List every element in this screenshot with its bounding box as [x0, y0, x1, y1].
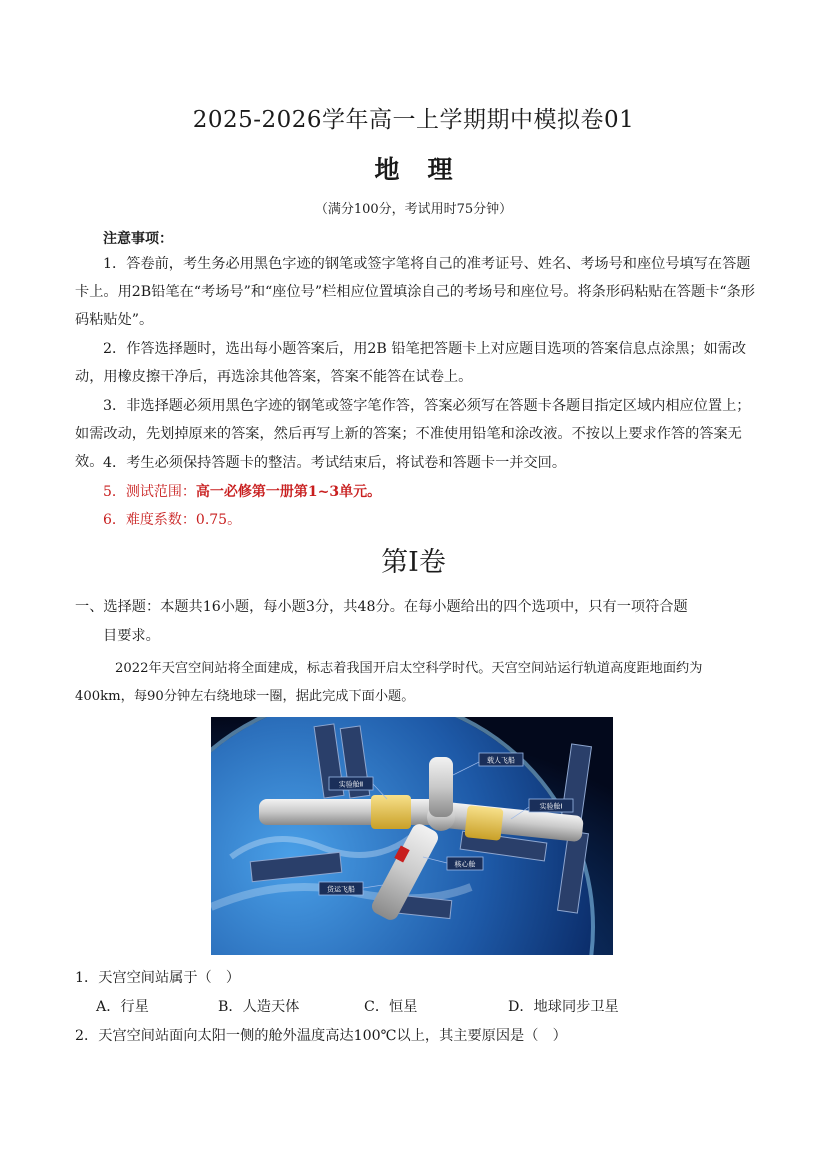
space-station-illustration: [211, 717, 613, 955]
option-d[interactable]: D．地球同步卫星: [508, 999, 619, 1015]
module-gold-band: [464, 805, 503, 841]
section-heading: [75, 593, 755, 651]
section-heading-line1: 一、选择题：本题共16小题，每小题3分，共48分。在每小题给出的四个选项中，只有一项符合题: [75, 599, 688, 615]
score-note: （满分100分，考试用时75分钟）: [314, 202, 513, 217]
notice-heading: 注意事项：: [103, 231, 173, 247]
option-a[interactable]: A．行星: [96, 999, 149, 1015]
notice-item-4: 4．考生必须保持答题卡的整洁。考试结束后，将试卷和答题卡一并交回。: [103, 455, 567, 471]
label-cargo-ship: 货运飞船: [327, 886, 355, 894]
label-core-module: 核心舱: [454, 861, 476, 869]
notice-item-3: 3．非选择题必须用黑色字迹的钢笔或签字笔作答，答案必须写在答题卡各题目指定区域内相应位置上；如需改动，先划掉原来的答案，然后再写上新的答案；不准使用铅笔和涂改液。不按以上要求作答的答案无效。: [75, 398, 751, 470]
test-scope-label: 5．测试范围：: [103, 484, 196, 500]
crew-ship: [429, 757, 453, 817]
question-1-stem: 1．天宫空间站属于（ ）: [75, 970, 241, 986]
space-station-image: [211, 717, 613, 955]
lab-module-2: [259, 799, 449, 825]
option-c[interactable]: C．恒星: [364, 999, 418, 1015]
module-gold-band: [371, 795, 411, 829]
question-intro: 2022年天宫空间站将全面建成，标志着我国开启太空科学时代。天宫空间站运行轨道高度距地面约为400km，每90分钟左右绕地球一圈，据此完成下面小题。: [75, 661, 703, 704]
label-lab-module-1: 实验舱Ⅰ: [539, 803, 563, 811]
subject-title: 地理: [374, 155, 481, 184]
section-heading-line2: 目要求。: [103, 628, 160, 644]
notice-item-1: 1．答卷前，考生务必用黑色字迹的钢笔或签字笔将自己的准考证号、姓名、考场号和座位号填写在答题卡上。用2B铅笔在“考场号”和“座位号”栏相应位置填涂自己的考场号和座位号。将条形码粘贴在答题卡“条形码粘贴处”。: [75, 256, 755, 328]
notice-item-6: 6．难度系数：0.75。: [103, 512, 242, 528]
volume-title: 第I卷: [381, 547, 446, 578]
option-b[interactable]: B．人造天体: [218, 999, 300, 1015]
notice-item-5: [75, 478, 755, 506]
test-scope-value: 高一必修第一册第1~3单元。: [195, 484, 382, 500]
label-lab-module-2: 实验舱Ⅱ: [338, 781, 364, 789]
label-crew-ship: 载人飞船: [487, 757, 515, 765]
exam-title: 2025-2026学年高一上学期期中模拟卷01: [192, 107, 635, 133]
notice-item-2: 2．作答选择题时，选出每小题答案后，用2B 铅笔把答题卡上对应题目选项的答案信息点涂黑；如需改动，用橡皮擦干净后，再选涂其他答案，答案不能答在试卷上。: [75, 341, 747, 385]
question-2-stem: 2．天宫空间站面向太阳一侧的舱外温度高达100℃以上，其主要原因是（ ）: [75, 1028, 567, 1044]
